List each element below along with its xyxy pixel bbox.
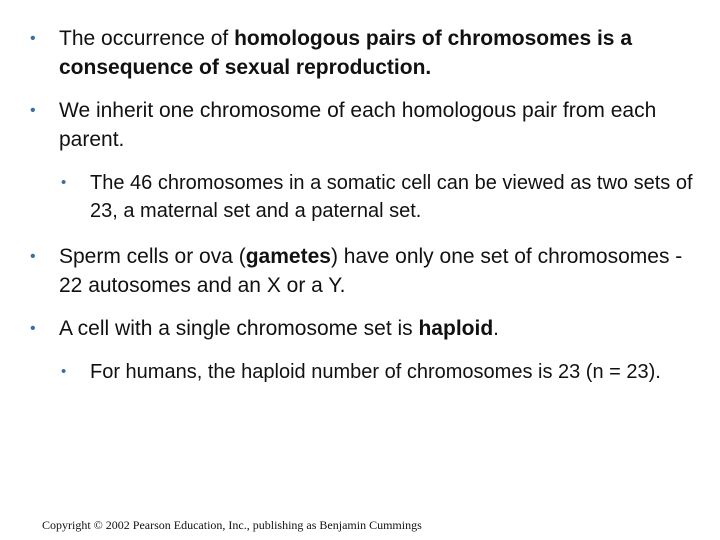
text-run: . (493, 317, 499, 340)
bullet-text (59, 242, 689, 300)
bullet-dot: • (30, 30, 36, 47)
bullet-dot: • (61, 174, 67, 191)
bullet-text (59, 96, 689, 154)
bold-term: haploid (418, 317, 494, 340)
bullet-text (90, 358, 700, 386)
text-run: Sperm cells or ova ( (59, 245, 246, 268)
text-run: We inherit one chromosome of each homologous pair from each parent. (59, 99, 657, 151)
text-run: The occurrence of (59, 27, 235, 50)
bold-term: gametes (245, 245, 331, 268)
text-run: The 46 chromosomes in a somatic cell can be viewed as two sets of 23, a maternal set and a paternal set. (90, 172, 693, 222)
text-run: ) have only one set of chromosomes - 22 autosomes and an X or a Y. (59, 245, 683, 297)
bullet-dot: • (30, 248, 36, 265)
bullet-dot: • (30, 102, 36, 119)
text-run: A cell with a single chromosome set is (59, 317, 419, 340)
bullet-dot: • (30, 320, 36, 337)
text-run: For humans, the haploid number of chromosomes is 23 (n = 23). (90, 361, 661, 383)
bullet-text (90, 169, 700, 225)
bold-term: homologous pairs of chromosomes is a consequence of sexual reproduction. (59, 27, 632, 79)
bullet-text (59, 314, 689, 343)
bullet-text (59, 24, 689, 82)
copyright-footer: Copyright © 2002 Pearson Education, Inc., publishing as Benjamin Cummings (42, 518, 422, 532)
bullet-dot: • (61, 363, 67, 380)
